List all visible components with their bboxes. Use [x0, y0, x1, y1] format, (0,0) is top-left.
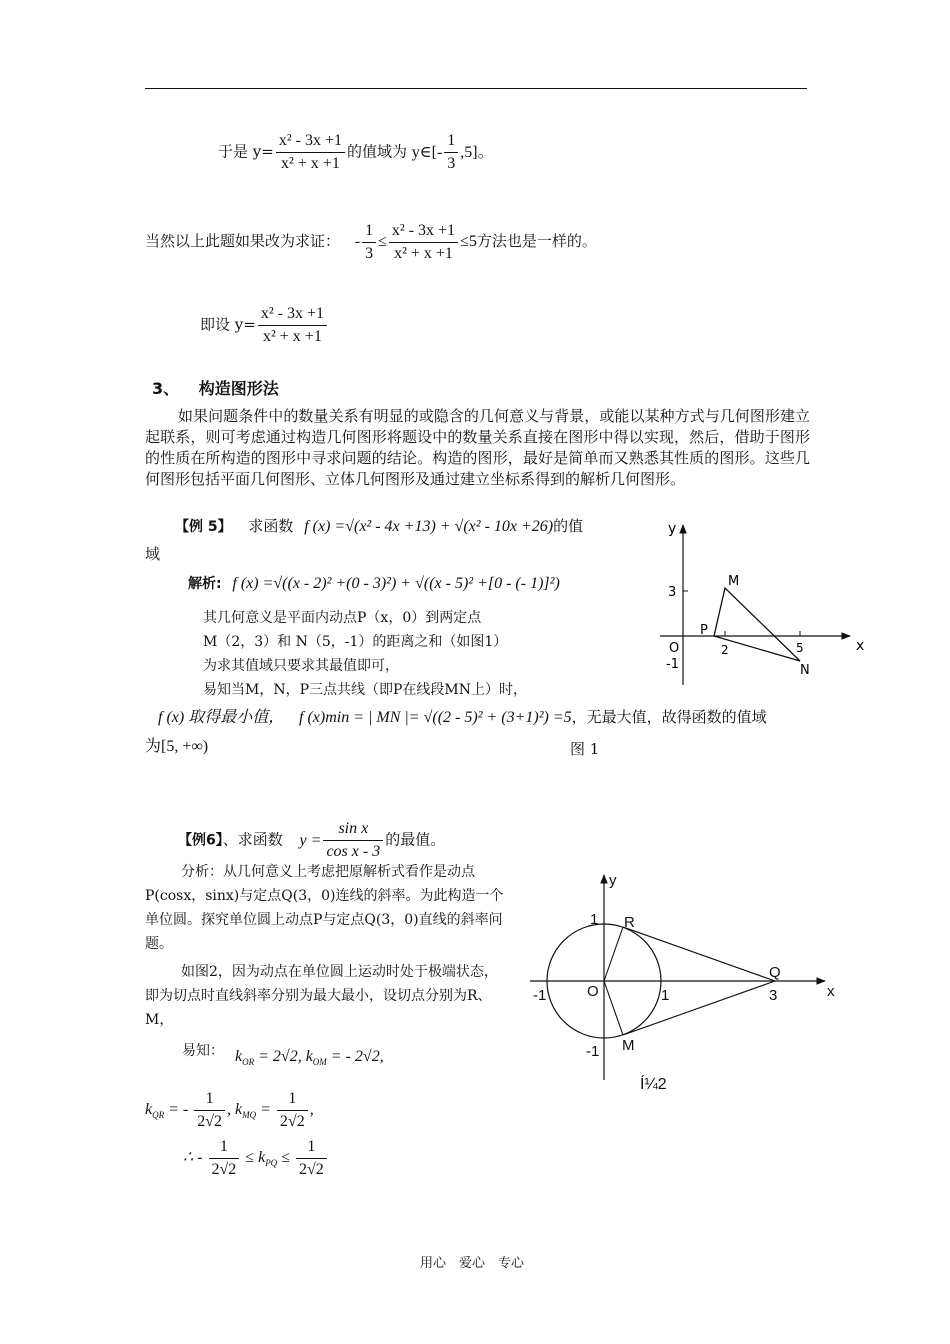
page-footer: 用心 爱心 专心: [420, 1256, 525, 1271]
text-suffix: 方法也是一样的。: [476, 232, 597, 251]
left-minus1-label: -1: [533, 987, 547, 1004]
min-text: f (x) 取得最小值，: [158, 709, 285, 726]
section-number: 3、: [152, 379, 180, 398]
example6-slopes-1: $k_{OR} = 2√2$, $k_{OM}$ = - 2√2,: [235, 1048, 384, 1067]
point-Q-label: Q: [769, 964, 781, 981]
y-axis-label: y: [609, 872, 617, 889]
bottom-minus1-label: -1: [586, 1043, 600, 1060]
point-M-label: M: [728, 574, 740, 589]
section-paragraph: 如果问题条件中的数量关系有明显的或隐含的几何意义与背景，或能以某种方式与几何图形建立起联系，则可考虑通过构造几何图形将题设中的数量关系直接在图形中得以实现，然后，借助于图形的性质在所构造的图形中寻求问题的结论。构造的图形，最好是简单而又熟悉其性质的图形。这些几何图形包括平面几何图形、立体几何图形及通过建立坐标系得到的解析几何图形。: [145, 407, 810, 488]
x-axis-label: x: [827, 983, 835, 1000]
function-lhs: y =: [299, 831, 322, 849]
tick-label-2: 2: [721, 643, 729, 657]
explanation-line: 易知当M，N，P三点共线（即P在线段MN上）时，: [203, 682, 528, 698]
analysis-expression: f (x) =√((x - 2)² +(0 - 3)²) + √((x - 5)² +[0 - (- 1)]²): [232, 575, 560, 592]
tick-label-minus1: -1: [666, 657, 679, 672]
fraction: $\frac{\text{x² - 3x +1}}{\text{x² + x +1}}$: [258, 305, 327, 346]
figure2-diagram: [525, 865, 845, 1100]
explanation-line: 其几何意义是平面内动点P（x，0）到两定点: [203, 610, 482, 626]
example5-question-wrap: 域: [145, 545, 161, 563]
example5-explanation: [203, 606, 527, 702]
example5-analysis: [188, 572, 560, 595]
example5-result: 为[5, +∞): [145, 738, 209, 755]
min-expression: f (x)min = | MN |= √((2 - 5)² + (3+1)²) =5: [299, 709, 572, 726]
origin-label: O: [669, 641, 680, 656]
question-tail: 的值: [553, 517, 584, 535]
figure1-caption: 图 1: [570, 740, 600, 758]
explanation-line: 为求其值域只要求其最值即可，: [203, 658, 399, 674]
tangent-QR: [623, 927, 775, 981]
range-expression: y∈[- $\frac{1}{3}$ ,5]。: [411, 132, 494, 173]
question-text: 、求函数: [222, 830, 283, 849]
example5-question: [175, 515, 583, 538]
example6-analysis-2: 如图2，因为动点在单位圆上运动时处于极端状态，即为切点时直线斜率分别为最大最小，设切点分别为R、M，: [145, 964, 498, 1028]
range-result-line: [218, 132, 494, 173]
text-prefix: 当然以上此题如果改为求证：: [145, 232, 341, 251]
question-tail: 的最值。: [385, 830, 446, 849]
example6-analysis: 分析：从几何意义上考虑把原解析式看作是动点P(cosx，sinx)与定点Q(3，0)连线的斜率。为此构造一个单位圆。探究单位圆上动点P与定点Q(3，0)直线的斜率问题。: [145, 864, 504, 952]
x-axis-label: x: [856, 638, 865, 654]
point-M-label: M: [622, 1037, 635, 1054]
header-rule: [145, 88, 807, 89]
point-P-label: P: [700, 623, 708, 638]
explanation-line: M（2，3）和 N（5，-1）的距离之和（如图1）: [203, 634, 508, 650]
point-N-label: N: [800, 663, 810, 678]
text-mid: 的值域为: [346, 142, 407, 161]
analysis-label: 解析:: [188, 576, 222, 592]
top-one-label: 1: [590, 911, 599, 928]
tangent-QM: [623, 981, 778, 1035]
fraction-numerator: x² - 3x +1: [276, 132, 345, 153]
text-prefix: 于是 y=: [218, 142, 274, 161]
section-heading: [152, 376, 279, 399]
function-expression: f (x) =√(x² - 4x +13) + √(x² - 10x +26): [304, 518, 554, 535]
function-fraction: $\frac{\text{sin x}}{\text{cos x - 3}}$: [323, 820, 383, 861]
inequality: - $\frac{1}{3}$ ≤ $\frac{\text{x² - 3x +1}}{\text{x² + x +1}}$ ≤5: [354, 222, 477, 262]
example6-easy-label: 易知：: [182, 1043, 224, 1059]
example-tag: 【例6】: [178, 832, 223, 849]
origin-label: O: [587, 983, 599, 1000]
y-axis-label: y: [668, 521, 677, 537]
figure2-caption: Í¼2: [640, 1076, 667, 1093]
point-R-label: R: [624, 914, 635, 931]
text-prefix: 即设 y=: [200, 315, 256, 334]
substitution-line: [200, 305, 329, 346]
min-conclusion: ，无最大值，故得函数的值域: [571, 708, 767, 726]
tick-label-3: 3: [668, 585, 677, 600]
fraction: [276, 132, 345, 173]
figure1-diagram: [650, 515, 875, 695]
example-tag: 【例 5】: [175, 519, 232, 535]
radius-OM: [604, 981, 623, 1035]
example6-slopes-2: $k_{QR}$ = - $\frac{1}{2√2}$ , $k_{MQ}$ = $\frac{1}{2√2}$ ,: [145, 1090, 314, 1130]
right-one-label: 1: [661, 987, 670, 1004]
question-text: 求函数: [248, 517, 294, 535]
example5-minimum: [158, 706, 767, 729]
example6-question: [178, 820, 445, 861]
three-label: 3: [769, 987, 778, 1004]
tick-label-5: 5: [796, 641, 804, 655]
example6-conclusion: ∴ - $\frac{1}{2√2}$ ≤ $k_{PQ}$ ≤ $\frac{1}{2√2}$: [183, 1138, 329, 1179]
fraction-denominator: x² + x +1: [280, 155, 340, 172]
radius-OR: [604, 927, 623, 981]
proof-variant-line: [145, 222, 597, 263]
section-title: 构造图形法: [198, 379, 279, 398]
